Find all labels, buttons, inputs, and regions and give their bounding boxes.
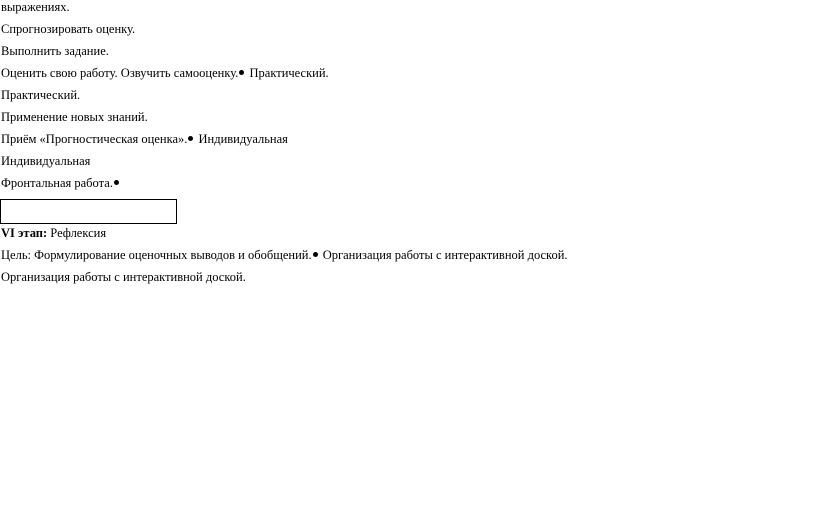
text: Оценить свою работу. Озвучить самооценку.: [1, 66, 239, 80]
bullet-icon: [114, 180, 119, 185]
bullet-icon: [313, 252, 318, 257]
text-line-4: [1, 66, 329, 80]
bullet-icon: [188, 136, 193, 141]
text-line-11: [1, 248, 568, 262]
bullet-icon: [239, 70, 244, 75]
stage-label: VI этап:: [1, 226, 48, 240]
stage-title: Рефлексия: [47, 226, 107, 240]
text: Приём «Прогностическая оценка».: [1, 132, 188, 146]
stage-heading: [1, 226, 106, 240]
text: Цель: Формулирование оценочных выводов и обобщений.: [1, 248, 312, 262]
text-line-5: [1, 88, 80, 102]
text: Практический.: [246, 66, 329, 80]
text: Применение новых знаний.: [1, 110, 148, 124]
text-line-9: [1, 176, 121, 190]
text-line-3: [1, 44, 109, 58]
empty-frame: [0, 199, 177, 224]
text: Фронтальная работа.: [1, 176, 113, 190]
text-line-8: [1, 154, 90, 168]
text-line-1: [1, 0, 70, 14]
text: Спрогнозировать оценку.: [1, 22, 136, 36]
text: выражениях.: [1, 0, 70, 14]
text-line-6: [1, 110, 148, 124]
text-line-12: [1, 270, 246, 284]
text: Индивидуальная: [1, 154, 91, 168]
text: Организация работы с интерактивной доской.: [319, 248, 568, 262]
text: Организация работы с интерактивной доской.: [1, 270, 246, 284]
text: Индивидуальная: [195, 132, 288, 146]
text: Практический.: [1, 88, 81, 102]
text-line-2: [1, 22, 135, 36]
text: Выполнить задание.: [1, 44, 109, 58]
text-line-7: [1, 132, 288, 146]
